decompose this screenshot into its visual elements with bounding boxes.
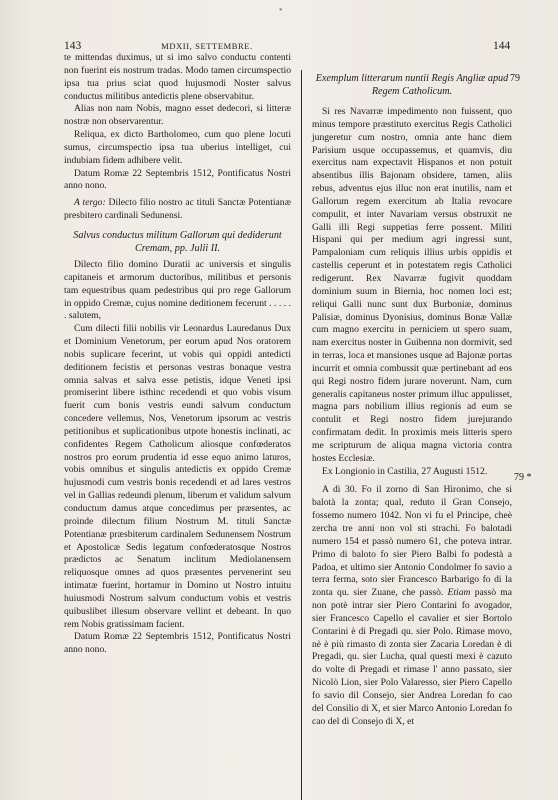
running-title: MDXII, SETTEMBRE. xyxy=(161,41,253,51)
right-column xyxy=(312,72,512,729)
right-paragraph-3-a: A dì 30. Fo il zorno di San Hironimo, che si balotà la zonta; qual, reduto il Gran Consejo, fossemo numero 1042. Non vi fu el Principe, cheè zercha tre anni non vol sti strachi. Fo balotadi numero 154 et passò numero 61, che poteva intrar. Primo di baloto fo sier Piero Balbi fo podestà a Padoa, et ultimo sier Antonio Condolmer fo savio a terra ferma, soto sier Francesco Barbarigo fo di la zonta qu. sier Zuane, che passò. xyxy=(312,484,512,599)
top-mark: * xyxy=(279,7,283,15)
left-section-title: Salvus conductus militum Gallorum qui dediderunt Cremam, pp. Julii II. xyxy=(73,229,282,254)
left-paragraph-a-tergo xyxy=(64,197,291,223)
column-divider xyxy=(301,70,302,800)
left-paragraph-3: Reliqua, ex dicto Bartholomeo, cum quo plene locuti sumus, circumspectio ipsa tua uberius intelliget, cui indubiam fidem adhibere velit. xyxy=(64,129,291,166)
left-paragraph-1: te mittendas duximus, ut si imo salvo conductu contenti non fuerint eis nostrum tradas. Modo tamen circumspectio ipsa tua prius sciat quod hujusmodi Noster salvus conductus militibus antedictis plene observabitur. xyxy=(64,52,291,102)
margin-number-79: 79 xyxy=(510,73,520,84)
a-tergo-text: Dilecto filio nostro ac tituli Sanctæ Potentianæ presbitero cardinali Sedunensi. xyxy=(64,197,291,222)
etiam-word: Etiam xyxy=(447,587,471,599)
left-paragraph-2: Alias non nam Nobis, magno esset dedecori, si litteræ nostræ non observarentur. xyxy=(64,103,291,128)
left-paragraph-8: Datum Romæ 22 Septembris 1512, Pontificatus Nostri anno nono. xyxy=(64,631,291,656)
margin-number-79-star: 79 * xyxy=(514,472,532,483)
right-paragraph-1: Si res Navarræ impedimento non fuissent, quo minus tempore præstituto exercitus Regis Catholici jungeretur cum nostro, omnia ante hanc diem Parisium usque occupassemus, et quamvis, diu exercitus nam expectavit Hispanos et non potuit absentibus illis Bajonam obsidere, tamen, aliis rebus, adventus ejus illuc non erat inutilis, nam et Gallorum regem exercitum ab Italia revocare compulit, et inter Navariam versus obstruxit ne Galli illi Regi suppetias ferre possent. Militi Hispani qui per medium agri ingressi sunt, Pampaloniam cum reliquis illius urbis oppidis et castellis ceperunt et in potestatem regis Catholici redigerunt. Rex Navarræ fugivit quoddam dominium suum in Biernia, hoc nomen loci est; reliqui Galli nunc sunt dux Burboniæ, dominus Palisiæ, dominus Dyonisius, dominus Bonæ Vallæ cum magno exercitu in perniciem ut spero suam, nam exercitus noster in Guibenna non dormivit, sed in terras, loca et mansiones usque ad Bajonæ portas incurrit et omnia combussit quæ pertinebant ad eos qui Regi nostro fidem jurare noverunt. Nam, cum generalis capitaneus noster primum illuc appulisset, magna pars nobilium illius regionis ad eum se contulit et Regi nostro fidem jurejurando confirmatam dedit. In proximis meis litteris spero me scripturum de aliqua magna victoria contra hostes Ecclesiæ. xyxy=(312,106,512,464)
right-paragraph-3-b: passò ma non potè intrar sier Piero Contarini fo avogador, sier Francesco Capello el cavalier et sier Bortolo Contarini è di Pregadi qu. sier Polo. Rimase movo, nè è più rimasto di zonta sier Zacaria Loredan è di Pregadi, qu. sier Lucha, qual questi mexi è cazuto do volte di Pregadi et rimase l' anno passato, sier Nicolò Lion, sier Polo Valaresso, sier Piero Capello fo savio dil Consejo, sier Andrea Loredan fo cao del Consilio di X, et sier Marco Antonio Loredan fo cao del di Consejo di X, et xyxy=(312,587,512,727)
left-paragraph-7: Cum dilecti filii nobilis vir Leonardus Lauredanus Dux et Dominium Venetorum, per eorum apud Nos oratorem nobis suplicare fecerint, ut vobis qui oppidi antedicti deditionem fecistis et personas vestras bonaque vestra omnia salvas et salva esse petistis, idque Veneti ipsi promiserint libere isthinc recedendi et quo vobis visum fuerit cum bonis vestris eundi salvum conductum concedere vellemus, Nos, Venetorum ipsorum ac vestris petitionibus et suplicationibus utpote honestis inclinati, ac confidentes Regem Catholicum aliosque confœderatos nostros pro eorum prudentia id esse equo animo laturos, vobis omnibus et singulis antedictis ex oppido Cremæ hujusmodi cum vestris bonis recedendi et ad lares vestros vel in Gallias redeundi plenum, liberum et validum salvum conductum damus atque concedimus per præsentes, ac proinde dilectum filium Nostrum M. tituli Sanctæ Potentianæ præsbiterum cardinalem Sedunensem Nostrum et Apostolicæ Sedis legatum confœderatosque Nostros prædictos ac Senatum inclitum Mediolanensem reliquosque omnes ad quos præsentes pervenerint seu intimatæ fuerint, hortamur in Domino ut Nostro intuitu huiusmodi Nostrum salvum conductum vobis et vestris quibuslibet illesum observare vellint et debeant. In quo rem Nobis gratissimam facient. xyxy=(64,323,291,630)
left-paragraph-4: Datum Romæ 22 Septembris 1512, Pontificatus Nostri anno nono. xyxy=(64,167,291,192)
right-paragraph-3 xyxy=(312,484,512,728)
left-paragraph-6: Dilecto filio domino Duratii ac universis et singulis capitaneis et armorum ductoribus, militibus et personis tam equestribus quam pedestribus qui pro rege Gallorum in oppido Cremæ, cujus nomine deditionem fecerunt . . . . . . salutem, xyxy=(64,258,291,322)
page-number-right: 144 xyxy=(493,40,511,52)
right-section-title: Exemplum litterarum nuntii Regis Angliæ apud Regem Catholicum. xyxy=(315,73,509,97)
right-paragraph-2: Ex Longionio in Castilia, 27 Augusti 1512. xyxy=(322,465,488,477)
page-number-left: 143 xyxy=(64,40,82,52)
left-column xyxy=(64,52,291,657)
a-tergo-label: A tergo: xyxy=(74,197,106,209)
